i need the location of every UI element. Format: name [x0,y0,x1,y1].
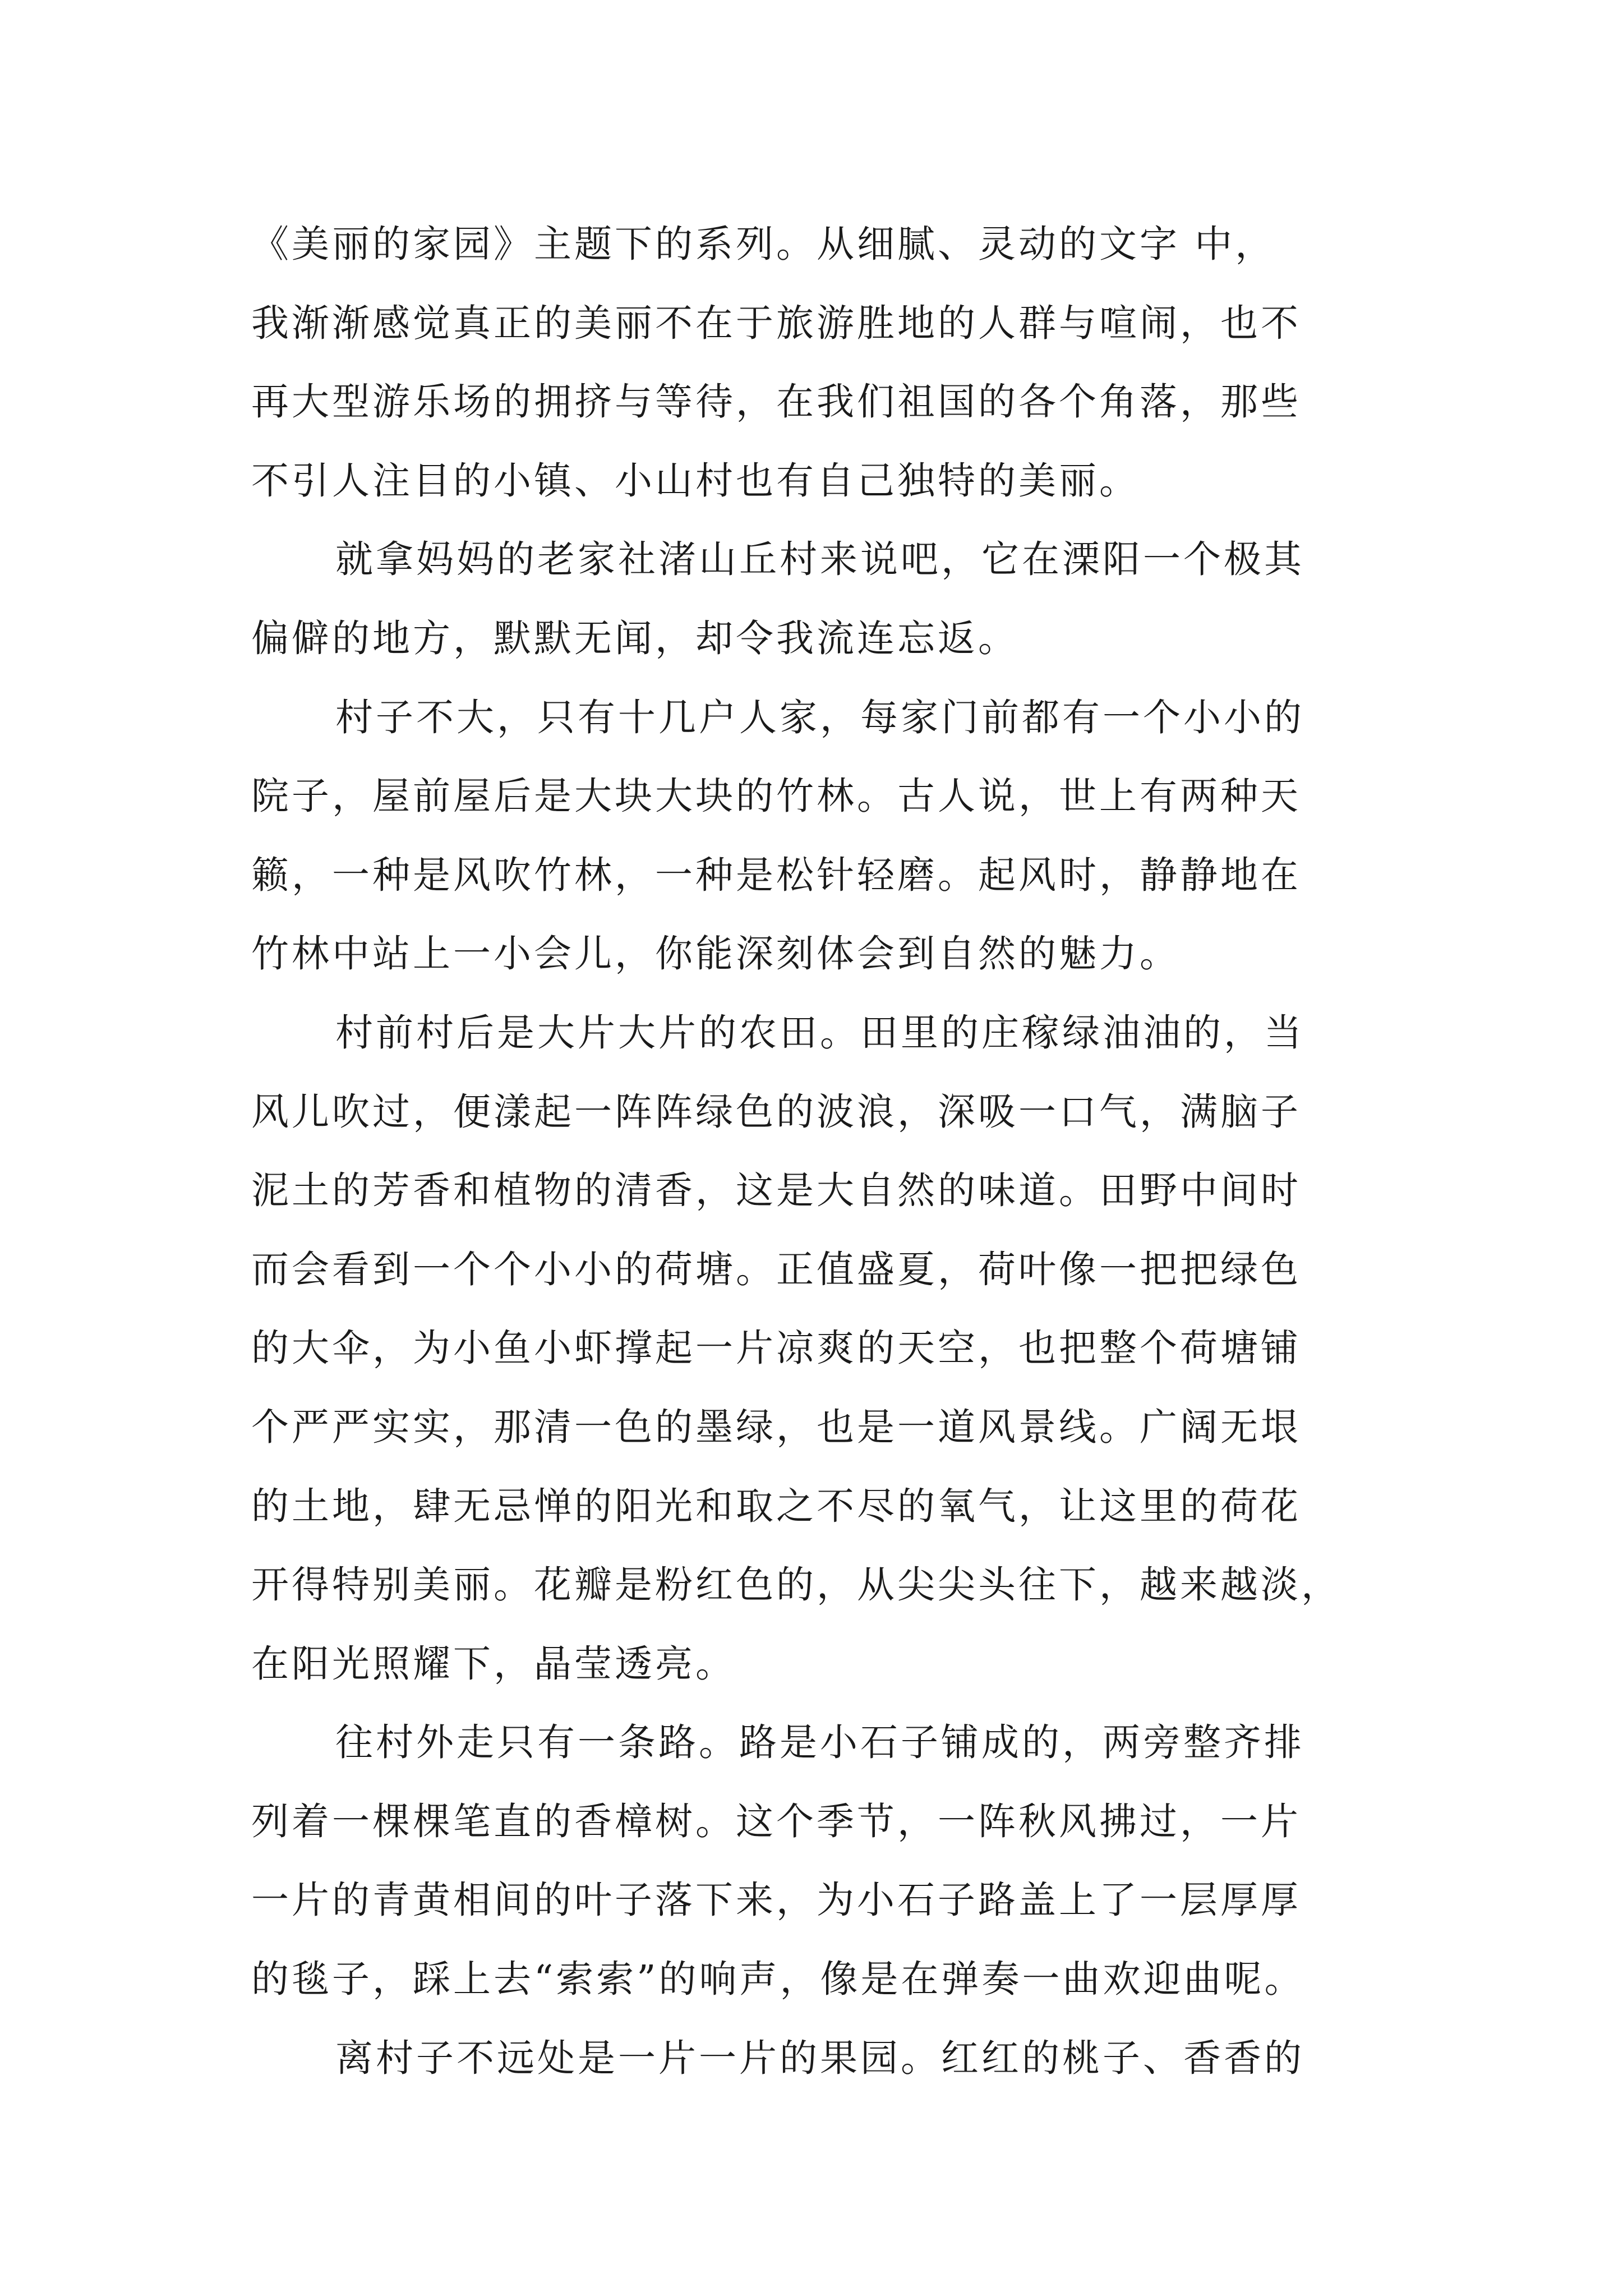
text-line: 的大伞，为小鱼小虾撑起一片凉爽的天空，也把整个荷塘铺 [251,1326,1301,1370]
text-line: 个严严实实，那清一色的墨绿，也是一道风景线。广阔无垠 [251,1405,1301,1449]
text-line: 偏僻的地方，默默无闻，却令我流连忘返。 [251,616,1018,660]
paragraph [251,678,1395,993]
text-line: 往村外走只有一条路。路是小石子铺成的，两旁整齐排 [335,1720,1304,1765]
text-line: 我渐渐感觉真正的美丽不在于旅游胜地的人群与喧闹，也不 [251,301,1301,345]
text-line: 村子不大，只有十几户人家，每家门前都有一个小小的 [335,695,1304,739]
text-line: 竹林中站上一小会儿，你能深刻体会到自然的魅力。 [251,932,1180,976]
text-line: 就拿妈妈的老家社渚山丘村来说吧，它在溧阳一个极其 [335,537,1304,582]
text-line: 再大型游乐场的拥挤与等待，在我们祖国的各个角落，那些 [251,380,1301,424]
text-line: 离村子不远处是一片一片的果园。红红的桃子、香香的 [335,2036,1304,2080]
paragraph [251,2019,1395,2098]
paragraph [251,520,1395,678]
text-line: 泥土的芳香和植物的清香，这是大自然的味道。田野中间时 [251,1168,1301,1213]
text-line: 籁，一种是风吹竹林，一种是松针轻磨。起风时，静静地在 [251,853,1301,897]
text-line: 《美丽的家园》主题下的系列。从细腻、灵动的文字 中， [251,222,1276,266]
paragraph [251,1703,1395,2018]
text-line: 风儿吹过，便漾起一阵阵绿色的波浪，深吸一口气，满脑子 [251,1089,1301,1134]
text-line: 一片的青黄相间的叶子落下来，为小石子路盖上了一层厚厚 [251,1878,1301,1922]
text-line: 列着一棵棵笔直的香樟树。这个季节，一阵秋风拂过，一片 [251,1799,1301,1843]
text-line: 开得特别美丽。花瓣是粉红色的，从尖尖头往下，越来越淡， [251,1563,1341,1607]
text-line: 不引人注目的小镇、小山村也有自己独特的美丽。 [251,458,1140,503]
text-line: 的土地，肆无忌惮的阳光和取之不尽的氧气，让这里的荷花 [251,1484,1301,1528]
text-line: 村前村后是大片大片的农田。田里的庄稼绿油油的，当 [335,1010,1304,1055]
paragraph [251,205,1395,520]
document-body [251,205,1395,2097]
text-line: 而会看到一个个小小的荷塘。正值盛夏，荷叶像一把把绿色 [251,1247,1301,1291]
text-line: 在阳光照耀下，晶莹透亮。 [251,1641,736,1686]
paragraph [251,993,1395,1703]
text-line: 院子，屋前屋后是大块大块的竹林。古人说，世上有两种天 [251,774,1301,818]
text-line: 的毯子，踩上去“索索”的响声，像是在弹奏一曲欢迎曲呢。 [251,1957,1305,2001]
